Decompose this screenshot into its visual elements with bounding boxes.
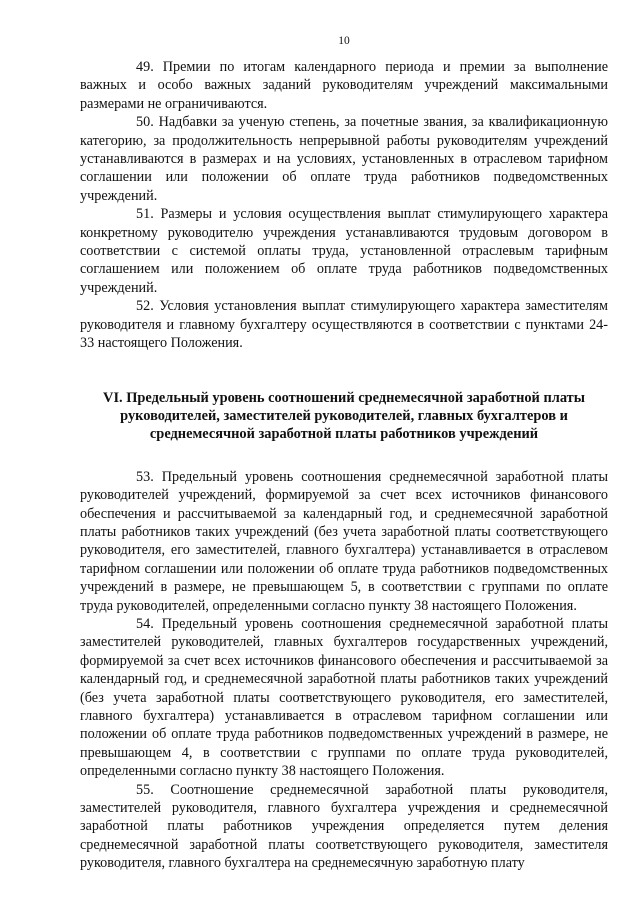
paragraph-50: 50. Надбавки за ученую степень, за почетные звания, за квалификационную категорию, за продолжительность непрерывной работы руководителям учреждений устанавливаются в размерах и на условиях, установленных в отраслевом тарифном соглашении или положении об оплате труда работников подведомственных учреждений.	[80, 114, 608, 204]
document-page	[80, 34, 608, 873]
page-number: 10	[338, 35, 350, 47]
paragraph-53: 53. Предельный уровень соотношения среднемесячной заработной платы руководителей учреждений, формируемой за счет всех источников финансового обеспечения и рассчитываемой за календарный год, и среднемесячной заработной платы работников таких учреждений (без учета заработной платы соответствующего руководителя, его заместителей, главного бухгалтера) устанавливается в отраслевом тарифном соглашении или положении об оплате труда работников подведомственных учреждений в размере, не превышающем 5, в соответствии с группами по оплате труда руководителей, определенными согласно пункту 38 настоящего Положения.	[80, 468, 608, 614]
section-heading: VI. Предельный уровень соотношений среднемесячной заработной платы руководителей, заместителей руководителей, главных бухгалтеров и среднемесячной заработной платы работников учреждений	[103, 389, 585, 443]
paragraph-54: 54. Предельный уровень соотношения среднемесячной заработной платы заместителей руководителей, главных бухгалтеров государственных учреждений, формируемой за счет всех источников финансового обеспечения и рассчитываемой за календарный год, и среднемесячной заработной платы работников таких учреждений (без учета заработной платы соответствующего руководителя, его заместителей, главного бухгалтера) устанавливается в отраслевом тарифном соглашении или положении об оплате труда работников подведомственных учреждений в размере, не превышающем 4, в соответствии с группами по оплате труда руководителей, определенными согласно пункту 38 настоящего Положения.	[80, 615, 608, 780]
paragraph-55: 55. Соотношение среднемесячной заработной платы руководителя, заместителей руководителя, главного бухгалтера учреждения и среднемесячной заработной платы работников учреждения определяется путем деления среднемесячной заработной платы соответствующего руководителя, заместителя руководителя, главного бухгалтера на среднемесячную заработную плату	[80, 781, 608, 872]
paragraph-52: 52. Условия установления выплат стимулирующего характера заместителям руководителя и главному бухгалтеру осуществляются в соответствии с пунктами 24-33 настоящего Положения.	[80, 298, 608, 352]
paragraph-51: 51. Размеры и условия осуществления выплат стимулирующего характера конкретному руководителю учреждения устанавливаются трудовым договором в соответствии с системой оплаты труда, установленной отраслевым тарифным соглашением или положением об оплате труда работников подведомственных учреждений.	[80, 206, 608, 296]
paragraph-49: 49. Премии по итогам календарного периода и премии за выполнение важных и особо важных заданий руководителям учреждений максимальными размерами не ограничиваются.	[80, 59, 608, 112]
